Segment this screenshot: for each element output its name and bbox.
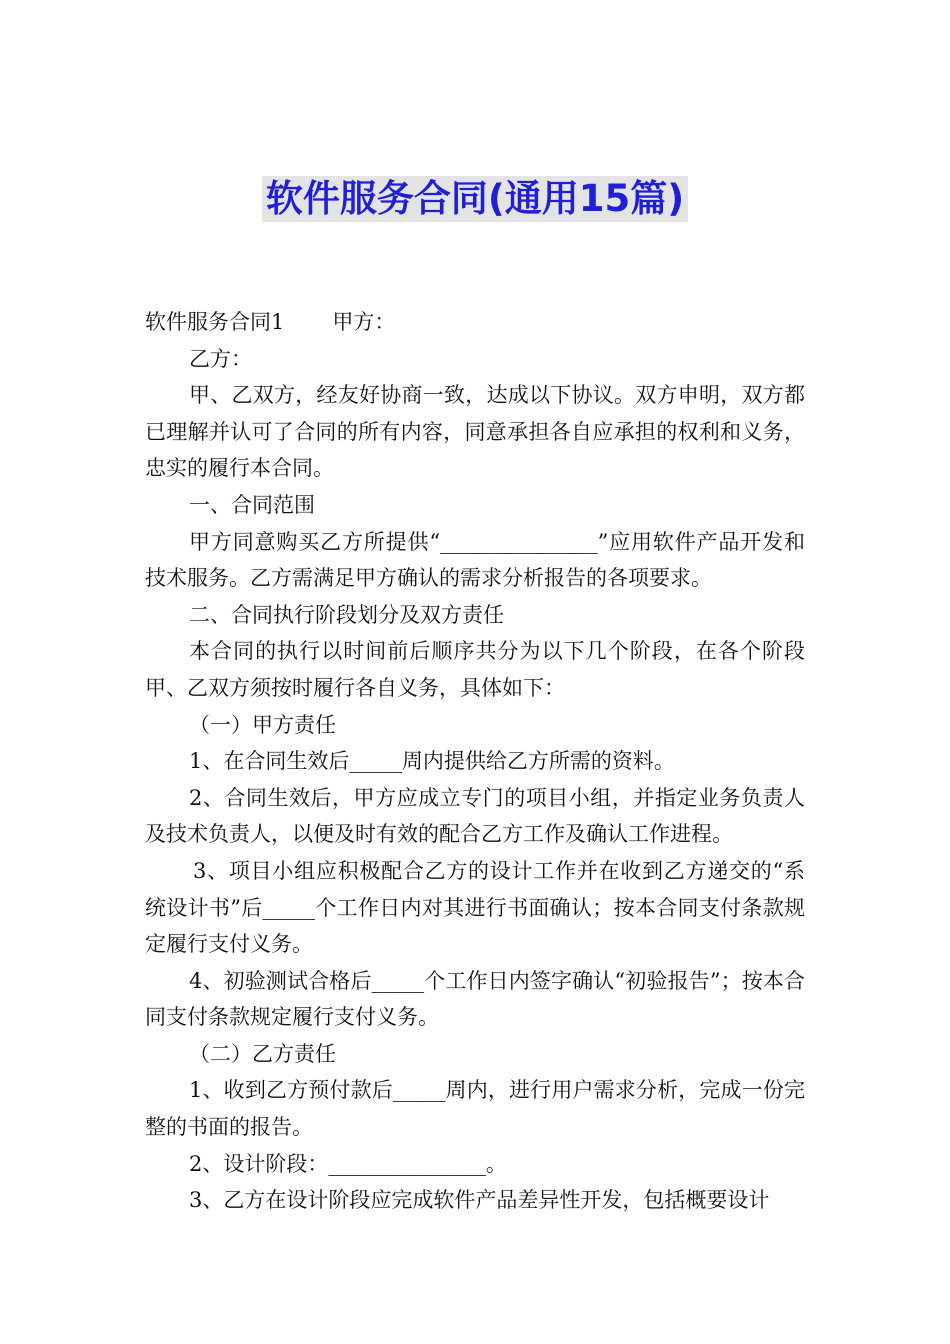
party-a-duty-2: 2、合同生效后，甲方应成立专门的项目小组，并指定业务负责人及技术负责人，以便及时有效的配合乙方工作及确认工作进程。 bbox=[145, 785, 805, 847]
document-title: 软件服务合同(通用15篇) bbox=[262, 176, 688, 222]
contract-heading-line bbox=[145, 304, 805, 341]
party-b-duty-1: 1、收到乙方预付款后_____周内，进行用户需求分析，完成一份完整的书面的报告。 bbox=[145, 1078, 805, 1140]
paragraph-stages: 本合同的执行以时间前后顺序共分为以下几个阶段，在各个阶段甲、乙双方须按时履行各自义务，具体如下： bbox=[145, 639, 805, 700]
section-heading: 软件服务合同1 bbox=[145, 310, 285, 334]
heading-party-b-duties: （二）乙方责任 bbox=[189, 1041, 336, 1066]
party-a-duty-3: 3、项目小组应积极配合乙方的设计工作并在收到乙方递交的“系统设计书”后_____个工作日内对其进行书面确认；按本合同支付条款规定履行支付义务。 bbox=[145, 858, 805, 957]
party-b-label: 乙方： bbox=[189, 346, 252, 371]
party-a-duty-4: 4、初验测试合格后_____个工作日内签字确认“初验报告”；按本合同支付条款规定履行支付义务。 bbox=[145, 968, 805, 1030]
document-body bbox=[145, 304, 805, 1219]
heading-party-a-duties: （一）甲方责任 bbox=[189, 712, 336, 737]
party-a-label: 甲方： bbox=[332, 310, 396, 334]
paragraph-agreement: 甲、乙双方，经友好协商一致，达成以下协议。双方申明，双方都已理解并认可了合同的所有内容，同意承担各自应承担的权利和义务，忠实的履行本合同。 bbox=[145, 383, 805, 481]
paragraph-scope: 甲方同意购买乙方所提供“_______________”应用软件产品开发和技术服务。乙方需满足甲方确认的需求分析报告的各项要求。 bbox=[145, 529, 805, 591]
heading-stages: 二、合同执行阶段划分及双方责任 bbox=[189, 602, 504, 627]
party-b-duty-2: 2、设计阶段：_______________。 bbox=[189, 1151, 507, 1176]
title-block bbox=[0, 176, 950, 222]
heading-scope: 一、合同范围 bbox=[189, 492, 315, 517]
party-b-duty-3: 3、乙方在设计阶段应完成软件产品差异性开发，包括概要设计 bbox=[189, 1188, 770, 1213]
party-a-duty-1: 1、在合同生效后_____周内提供给乙方所需的资料。 bbox=[189, 749, 675, 774]
